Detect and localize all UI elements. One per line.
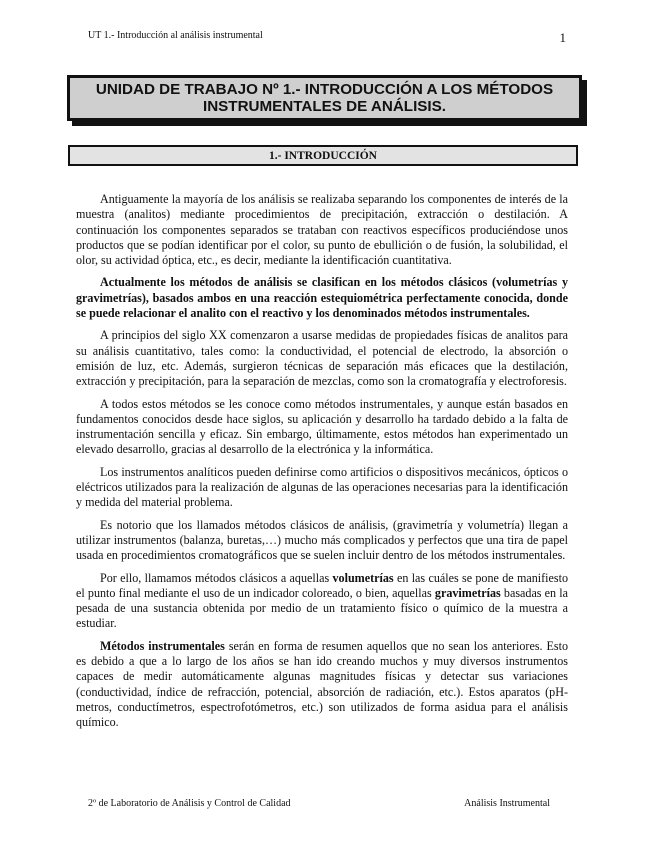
paragraph-7-part-e: basadas en la pesada de una sustancia obtenida por medio de un tratamiento físico o químico de la muestra a estudiar.: [76, 585, 568, 631]
unit-title-box: [67, 75, 582, 121]
paragraph-7-part-a: Por ello, llamamos métodos clásicos a aquellas: [100, 570, 333, 585]
paragraph-2-bold: Actualmente los métodos de análisis se clasifican en los métodos clásicos (volumetrías y gravimetrías), basados ambos en una reacción estequiométrica perfectamente conocida, donde se puede relacionar el analito con el reactivo y los denominados métodos instrumentales.: [76, 275, 568, 321]
paragraph-1: Antiguamente la mayoría de los análisis se realizaba separando los componentes de interés de la muestra (analitos) mediante procedimientos de precipitación, extracción o destilación. A continuación los componentes separados se trataban con reactivos específicos produciéndose unos productos que se podían identificar por el color, su punto de ebullición o de fusión, la solubilidad, el olor, su actividad óptica, etc., es decir, mediante la identificación cuantitativa.: [76, 192, 568, 268]
paragraph-4: A todos estos métodos se les conoce como métodos instrumentales, y aunque están basados en fundamentos conocidos desde hace siglos, su aplicación y desarrollo ha tardado debido a la falta de instrumentación sencilla y eficaz. Sin embargo, últimamente, estos métodos han experimentado un elevado desarrollo, gracias al desarrollo de la electrónica y la informática.: [76, 396, 568, 457]
running-header: UT 1.- Introducción al análisis instrumental: [88, 30, 263, 41]
page-number: 1: [559, 30, 566, 45]
section-heading-box: [68, 145, 578, 166]
term-gravimetrias: gravimetrías: [434, 585, 501, 600]
paragraph-8-part-b: serán en forma de resumen aquellos que no sean los anteriores. Esto es debido a que a lo largo de los años se han ido creando muchos y muy diversos instrumentos capaces de medir automáticamente algunas magnitudes físicas y detectar sus variaciones (conductividad, índice de refracción, potencial, absorción de radiación, etc.). Estos aparatos (pH-metros, conductímetros, espectrofotómetros, etc.) son utilizados de forma asidua para el análisis químico.: [76, 638, 569, 730]
page-footer: [88, 798, 550, 812]
term-metodos-instrumentales: Métodos instrumentales: [100, 638, 225, 653]
paragraph-6: Es notorio que los llamados métodos clásicos de análisis, (gravimetría y volumetría) llegan a utilizar instrumentos (balanza, buretas,…) mucho más complicados y perfectos que una tira de papel usada en procedimientos cromatográficos que se suelen incluir dentro de los métodos instrumentales.: [76, 517, 568, 563]
section-heading: 1.- INTRODUCCIÓN: [269, 149, 377, 162]
paragraph-7-part-c: en las cuáles se pone de manifiesto el punto final mediante el uso de un indicador coloreado, o bien, aquellas: [76, 570, 569, 600]
paragraph-2: [76, 275, 568, 321]
paragraph-5: Los instrumentos analíticos pueden definirse como artificios o dispositivos mecánicos, ópticos o eléctricos utilizados para la realización de algunas de las operaciones necesarias para la identificación y medida del material problema.: [76, 464, 568, 510]
page-header: [88, 30, 566, 46]
unit-title: UNIDAD DE TRABAJO Nº 1.- INTRODUCCIÓN A LOS MÉTODOS INSTRUMENTALES DE ANÁLISIS.: [95, 81, 554, 115]
paragraph-7: [76, 571, 568, 632]
paragraph-8: [76, 639, 568, 731]
body-text: [76, 192, 568, 738]
paragraph-3: A principios del siglo XX comenzaron a usarse medidas de propiedades físicas de analitos para su análisis cuantitativo, tales como: la conductividad, el potencial de electrodo, la absorción o emisión de luz, etc. Además, surgieron técnicas de separación más eficaces que la destilación, extracción y precipitación, para la separación de mezclas, como son la cromatografía y electroforesis.: [76, 328, 568, 389]
term-volumetrias: volumetrías: [332, 570, 394, 585]
footer-subject: Análisis Instrumental: [464, 798, 550, 809]
footer-course: 2º de Laboratorio de Análisis y Control de Calidad: [88, 798, 291, 809]
